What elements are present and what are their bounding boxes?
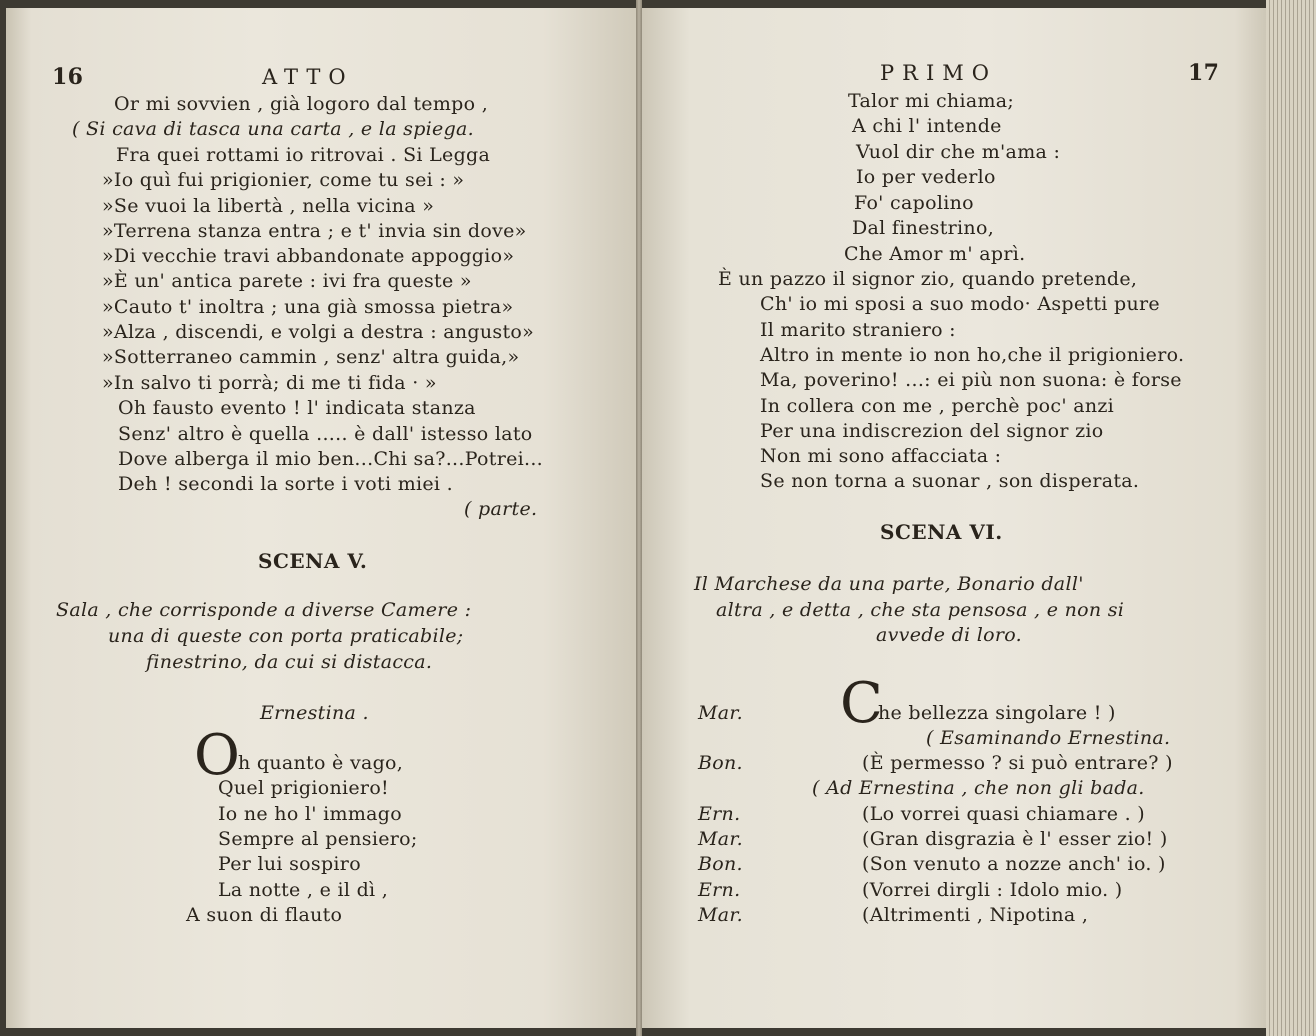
verse-line: Il marito straniero :	[760, 319, 956, 341]
song-line: Che Amor m' aprì.	[844, 243, 1026, 265]
stage-direction-line: ( Si cava di tasca una carta , e la spiega.	[72, 118, 475, 140]
dialogue-line: (Vorrei dirgli : Idolo mio. )	[862, 879, 1123, 901]
text-line: Fra quei rottami io ritrovai . Si Legga	[116, 144, 491, 166]
verse-line: Ch' io mi sposi a suo modo· Aspetti pure	[760, 293, 1160, 315]
text-line: Dove alberga il mio ben...Chi sa?...Potrei...	[118, 448, 544, 470]
text-line: Senz' altro è quella ..... è dall' istesso lato	[118, 423, 533, 445]
song-line: Fo' capolino	[854, 192, 974, 214]
stage-direction-line: Il Marchese da una parte, Bonario dall'	[694, 573, 1084, 595]
verse-line: In collera con me , perchè poc' anzi	[760, 395, 1115, 417]
drop-cap: O	[194, 723, 241, 788]
stage-direction-line: Sala , che corrisponde a diverse Camere :	[56, 599, 472, 621]
song-line: Io per vederlo	[856, 166, 996, 188]
speaker-name: Bon.	[698, 853, 743, 875]
page-edges	[1266, 0, 1316, 1036]
stage-direction-line: una di queste con porta praticabile;	[108, 625, 464, 647]
running-head-left: ATTO	[262, 65, 354, 89]
text-line: »Di vecchie travi abbandonate appoggio»	[102, 245, 515, 267]
dialogue-line: he bellezza singolare ! )	[878, 702, 1116, 724]
text-line: »Io quì fui prigionier, come tu sei : »	[102, 169, 465, 191]
verse-line: Ma, poverino! ...: ei più non suona: è forse	[760, 369, 1182, 391]
text-line: Oh fausto evento ! l' indicata stanza	[118, 397, 476, 419]
dialogue-line: (Lo vorrei quasi chiamare . )	[862, 803, 1145, 825]
song-line: La notte , e il dì ,	[218, 879, 389, 901]
verse-line: Per una indiscrezion del signor zio	[760, 420, 1104, 442]
text-line: »Terrena stanza entra ; e t' invia sin dove»	[102, 220, 527, 242]
dialogue-line: (Altrimenti , Nipotina ,	[862, 904, 1089, 926]
speaker-name: Ern.	[698, 803, 741, 825]
stage-direction-line: finestrino, da cui si distacca.	[146, 651, 433, 673]
dialogue-line: (Son venuto a nozze anch' io. )	[862, 853, 1166, 875]
verse-line: Se non torna a suonar , son disperata.	[760, 470, 1140, 492]
text-line: Or mi sovvien , già logoro dal tempo ,	[114, 93, 489, 115]
song-line: h quanto è vago,	[238, 752, 404, 774]
speaker-name: Ernestina .	[260, 702, 369, 724]
page-number-right: 17	[1188, 60, 1220, 86]
song-line: Per lui sospiro	[218, 853, 361, 875]
song-line: A chi l' intende	[852, 115, 1002, 137]
dialogue-line: (È permesso ? si può entrare? )	[862, 752, 1173, 774]
speaker-name: Mar.	[698, 904, 744, 926]
drop-cap: C	[840, 671, 884, 736]
song-line: A suon di flauto	[186, 904, 343, 926]
verse-line: Altro in mente io non ho,che il prigioniero.	[760, 344, 1185, 366]
text-line: »Sotterraneo cammin , senz' altra guida,»	[102, 346, 520, 368]
text-line: »Cauto t' inoltra ; una già smossa pietra»	[102, 296, 514, 318]
speaker-name: Mar.	[698, 828, 744, 850]
stage-direction-line: ( Esaminando Ernestina.	[926, 727, 1171, 749]
text-line: »Se vuoi la libertà , nella vicina »	[102, 195, 435, 217]
book-spine	[636, 0, 642, 1036]
song-line: Vuol dir che m'ama :	[856, 141, 1061, 163]
stage-direction-line: avvede di loro.	[876, 624, 1023, 646]
verse-line: È un pazzo il signor zio, quando pretende,	[718, 268, 1138, 290]
song-line: Quel prigioniero!	[218, 777, 389, 799]
stage-direction-line: altra , e detta , che sta pensosa , e non si	[716, 599, 1125, 621]
text-line: »Alza , discendi, e volgi a destra : angusto»	[102, 321, 535, 343]
text-line: Deh ! secondi la sorte i voti miei .	[118, 473, 453, 495]
song-line: Io ne ho l' immago	[218, 803, 402, 825]
scene-title-right: SCENA VI.	[880, 520, 1003, 544]
running-head-right: PRIMO	[880, 61, 997, 85]
song-line: Sempre al pensiero;	[218, 828, 418, 850]
speaker-name: Bon.	[698, 752, 743, 774]
text-line: »In salvo ti porrà; di me ti fida · »	[102, 372, 437, 394]
speaker-name: Ern.	[698, 879, 741, 901]
verse-line: Non mi sono affacciata :	[760, 445, 1002, 467]
dialogue-line: (Gran disgrazia è l' esser zio! )	[862, 828, 1168, 850]
stage-direction-line: ( Ad Ernestina , che non gli bada.	[812, 777, 1145, 799]
song-line: Dal finestrino,	[852, 217, 995, 239]
scene-title-left: SCENA V.	[258, 549, 368, 573]
text-line: »È un' antica parete : ivi fra queste »	[102, 270, 472, 292]
speaker-name: Mar.	[698, 702, 744, 724]
song-line: Talor mi chiama;	[848, 90, 1015, 112]
exit-note: ( parte.	[464, 498, 538, 520]
page-number-left: 16	[52, 64, 84, 90]
